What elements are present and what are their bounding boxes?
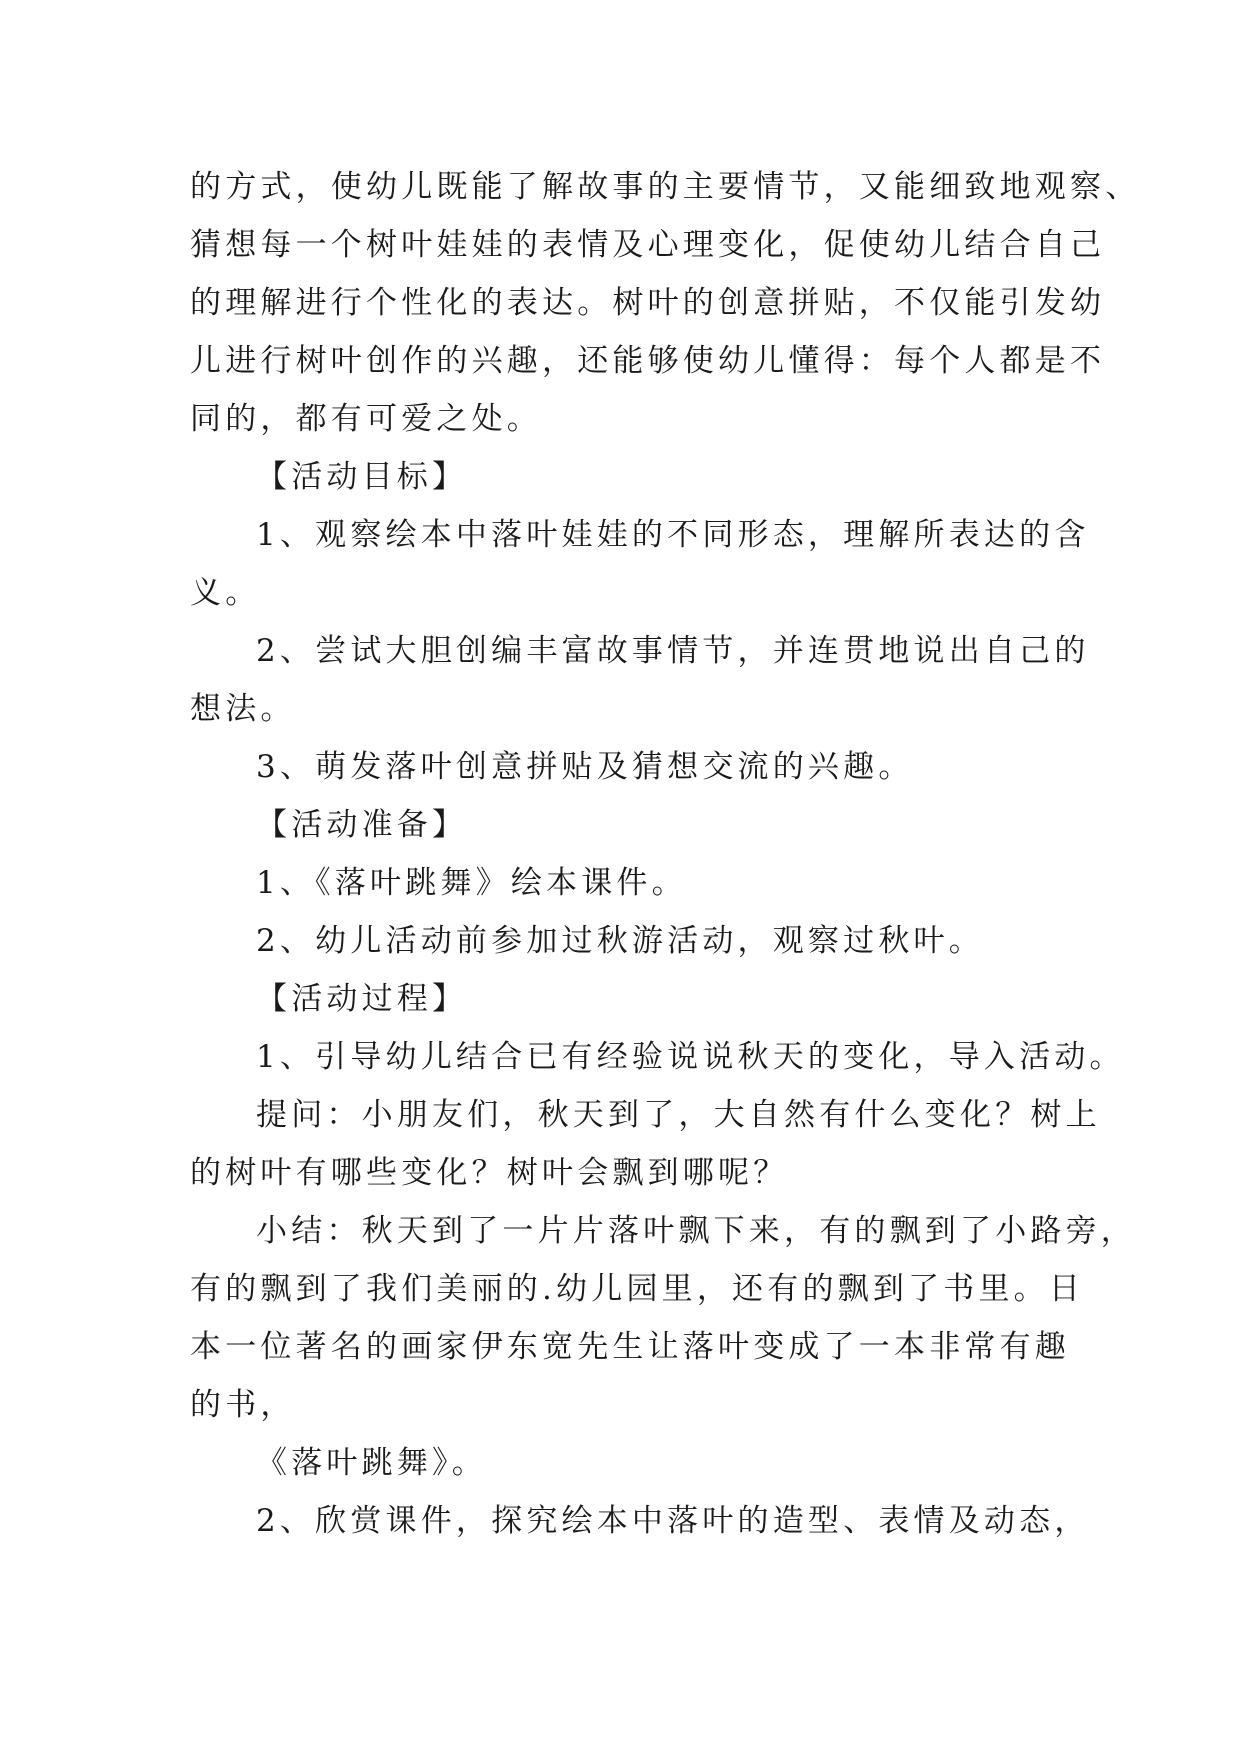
section-heading-preparation: 【活动准备】	[256, 807, 468, 843]
process-step-2: 2、欣赏课件，探究绘本中落叶的造型、表情及动态，	[256, 1503, 1090, 1539]
text-line-03: 的理解进行个性化的表达。树叶的创意拼贴，不仅能引发幼	[190, 285, 1106, 321]
goal-item-1: 1、观察绘本中落叶娃娃的不同形态，理解所表达的含	[256, 517, 1090, 553]
text-line-04: 儿进行树叶创作的兴趣，还能够使幼儿懂得：每个人都是不	[190, 343, 1106, 379]
process-summary-cont-1: 有的飘到了我们美丽的.幼儿园里，还有的飘到了书里。日	[190, 1271, 1085, 1307]
section-heading-process: 【活动过程】	[256, 981, 468, 1017]
text-line-05: 同的，都有可爱之处。	[190, 401, 542, 437]
process-summary-cont-3: 的书，	[190, 1387, 296, 1423]
section-heading-goals: 【活动目标】	[256, 459, 468, 495]
goal-item-1-cont: 义。	[190, 575, 261, 611]
goal-item-3: 3、萌发落叶创意拼贴及猜想交流的兴趣。	[256, 749, 914, 785]
document-body	[190, 158, 1141, 1550]
text-line-01: 的方式，使幼儿既能了解故事的主要情节，又能细致地观察、	[190, 169, 1141, 205]
goal-item-2-cont: 想法。	[190, 691, 296, 727]
process-summary: 小结：秋天到了一片片落叶飘下来，有的飘到了小路旁，	[256, 1213, 1136, 1249]
prep-item-1: 1、《落叶跳舞》绘本课件。	[256, 865, 687, 901]
prep-item-2: 2、幼儿活动前参加过秋游活动，观察过秋叶。	[256, 923, 984, 959]
process-question-cont: 的树叶有哪些变化？树叶会飘到哪呢？	[190, 1155, 789, 1191]
goal-item-2: 2、尝试大胆创编丰富故事情节，并连贯地说出自己的	[256, 633, 1090, 669]
book-title-line: 《落叶跳舞》。	[256, 1445, 487, 1481]
process-summary-cont-2: 本一位著名的画家伊东宽先生让落叶变成了一本非常有趣	[190, 1329, 1070, 1365]
text-line-02: 猜想每一个树叶娃娃的表情及心理变化，促使幼儿结合自己	[190, 227, 1106, 263]
process-step-1: 1、引导幼儿结合已有经验说说秋天的变化，导入活动。	[256, 1039, 1125, 1075]
process-question: 提问：小朋友们，秋天到了，大自然有什么变化？树上	[256, 1097, 1101, 1133]
